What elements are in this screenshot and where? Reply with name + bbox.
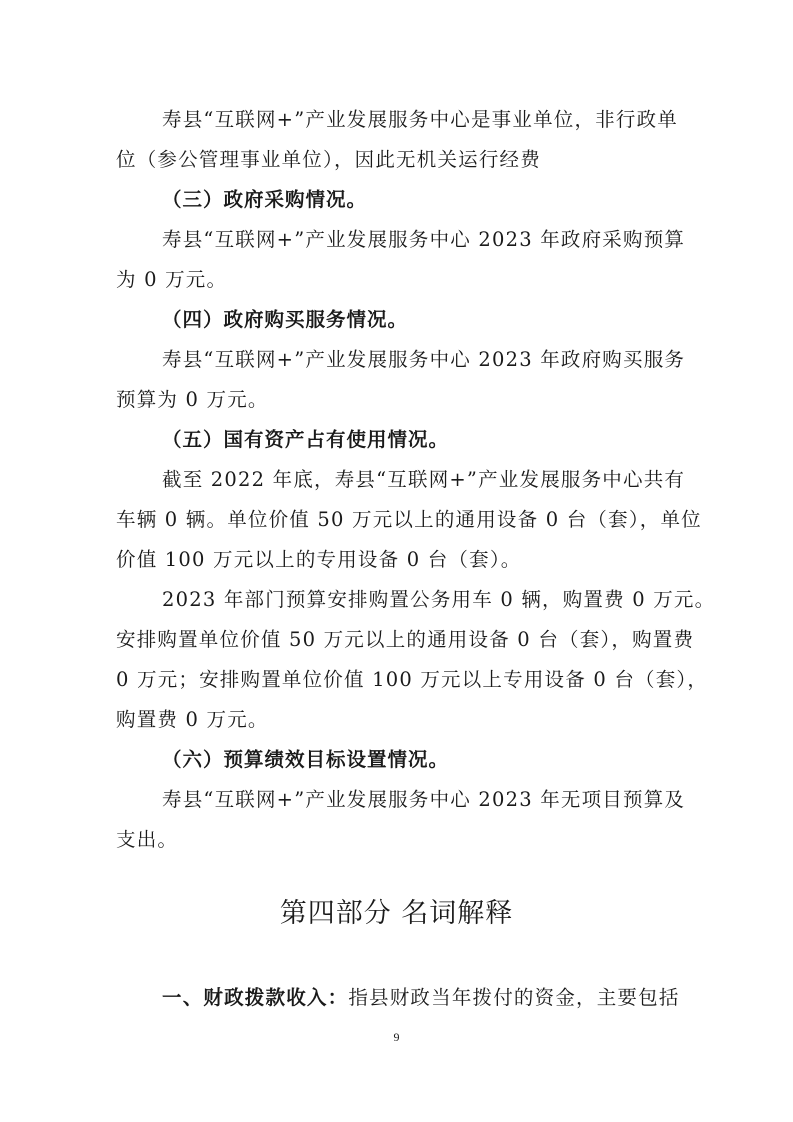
paragraph-line: 安排购置单位价值 50 万元以上的通用设备 0 台（套），购置费 [116, 628, 695, 651]
subheading-procurement: （三）政府采购情况。 [162, 188, 368, 211]
paragraph-line: 截至 2022 年底，寿县“互联网+”产业发展服务中心共有 [162, 468, 686, 491]
paragraph-line: 购置费 0 万元。 [116, 708, 269, 731]
definition-term: 一、财政拨款收入： [162, 986, 349, 1009]
paragraph-line: 预算为 0 万元。 [116, 388, 269, 411]
paragraph-line: 为 0 万元。 [116, 268, 228, 291]
definition-line [0, 984, 793, 1012]
paragraph-line: 价值 100 万元以上的专用设备 0 台（套）。 [116, 548, 522, 571]
paragraph-line: 寿县“互联网+”产业发展服务中心是事业单位，非行政单 [162, 108, 678, 131]
paragraph-line: 寿县“互联网+”产业发展服务中心 2023 年政府采购预算 [162, 228, 686, 251]
paragraph-line: 0 万元；安排购置单位价值 100 万元以上专用设备 0 台（套）， [116, 668, 709, 691]
paragraph-line: 支出。 [116, 828, 179, 851]
subheading-service-purchase: （四）政府购买服务情况。 [162, 308, 409, 331]
paragraph-line: 车辆 0 辆。单位价值 50 万元以上的通用设备 0 台（套），单位 [116, 508, 702, 531]
paragraph-line: 位（参公管理事业单位），因此无机关运行经费 [116, 148, 541, 171]
subheading-state-assets: （五）国有资产占有使用情况。 [162, 428, 450, 451]
paragraph-line: 寿县“互联网+”产业发展服务中心 2023 年无项目预算及 [162, 788, 686, 811]
definition-text: 指县财政当年拨付的资金，主要包括 [348, 986, 680, 1009]
paragraph-line: 2023 年部门预算安排购置公务用车 0 辆，购置费 0 万元。 [162, 588, 716, 611]
page-number: 9 [393, 1030, 400, 1044]
paragraph-line: 寿县“互联网+”产业发展服务中心 2023 年政府购买服务 [162, 348, 686, 371]
subheading-performance-goals: （六）预算绩效目标设置情况。 [162, 748, 450, 771]
section-title: 第四部分 名词解释 [279, 898, 514, 929]
